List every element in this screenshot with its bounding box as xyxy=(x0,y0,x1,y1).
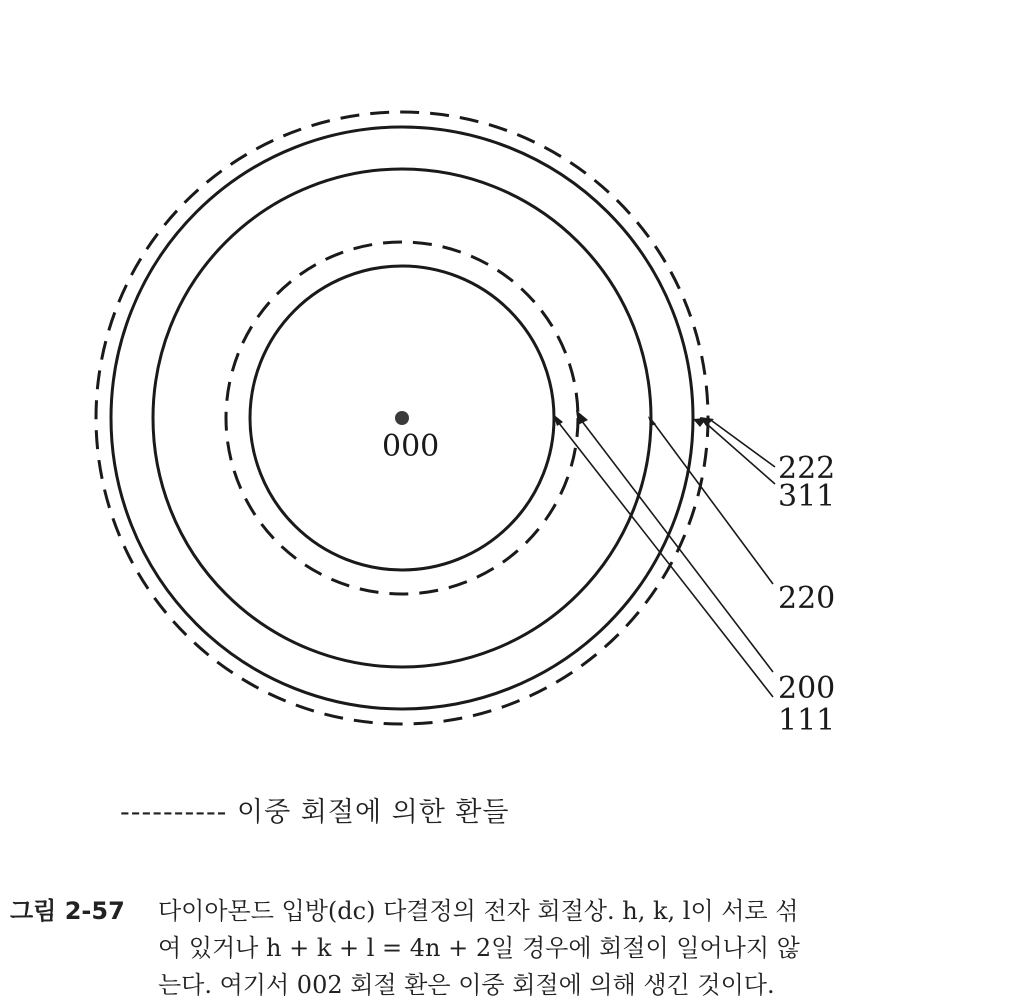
label-222: 222 xyxy=(778,451,836,486)
caption-line-2: 여 있거나 h + k + l = 4n + 2일 경우에 회절이 일어나지 않 xyxy=(158,934,800,962)
figure-number: 그림 2-57 xyxy=(10,897,125,925)
label-200: 200 xyxy=(778,671,836,706)
caption-text xyxy=(158,893,1010,1004)
pointer-line-220 xyxy=(650,418,773,584)
legend xyxy=(120,790,510,829)
label-111: 111 xyxy=(778,703,836,738)
figure-caption xyxy=(10,893,1010,1004)
center-label: 000 xyxy=(382,429,440,464)
legend-text: 이중 회절에 의한 환들 xyxy=(237,797,510,828)
label-311: 311 xyxy=(778,479,836,514)
legend-dashed-line: ---------- xyxy=(120,797,228,828)
center-spot xyxy=(395,411,409,425)
pointer-line-222-311-a xyxy=(708,418,775,467)
arrow-head-200 xyxy=(576,410,588,425)
caption-line-1: 다이아몬드 입방(dc) 다결정의 전자 회절상. h, k, l이 서로 섞 xyxy=(158,897,799,925)
pointer-line-222-311-b xyxy=(700,418,775,484)
pointer-line-111 xyxy=(555,418,773,697)
caption-line-3: 는다. 여기서 002 회절 환은 이중 회절에 의해 생긴 것이다. xyxy=(158,971,775,999)
label-220: 220 xyxy=(778,581,836,616)
